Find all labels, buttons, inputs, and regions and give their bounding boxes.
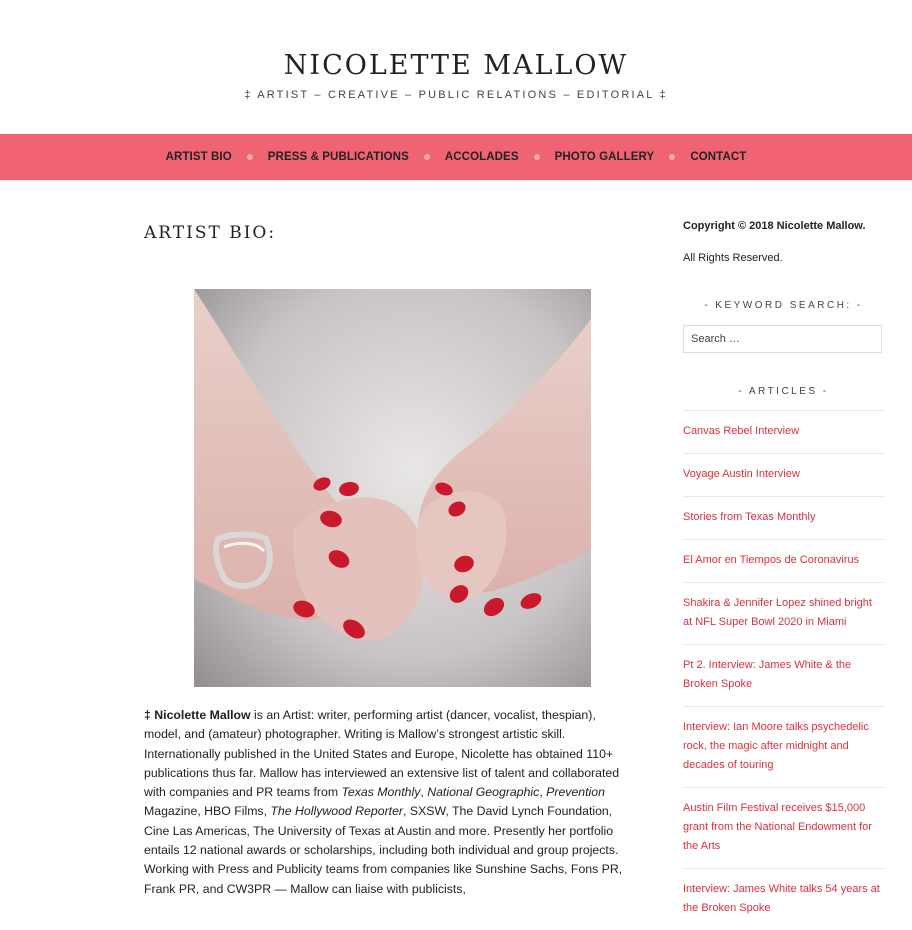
article-link[interactable]: Canvas Rebel Interview (683, 425, 800, 437)
bio-publication-texas-monthly: Texas Monthly (341, 785, 421, 800)
list-item (683, 787, 884, 868)
article-link[interactable]: El Amor en Tiempos de Coronavirus (683, 554, 860, 566)
bio-publication-national-geographic: National Geographic (427, 785, 540, 800)
bio-publication-hollywood-reporter: The Hollywood Reporter (270, 804, 404, 819)
copyright-text: Copyright © 2018 Nicolette Mallow. (683, 220, 866, 232)
main-navigation (0, 134, 912, 180)
list-item (683, 496, 884, 539)
list-item (683, 453, 884, 496)
article-link[interactable]: Interview: James White talks 54 years at the Broken Spoke (683, 883, 880, 914)
site-header (0, 0, 912, 134)
nav-item-artist-bio[interactable]: ARTIST BIO (165, 151, 232, 163)
nav-separator-dot (669, 154, 675, 160)
article-link[interactable]: Shakira & Jennifer Lopez shined bright at NFL Super Bowl 2020 in Miami (683, 597, 872, 628)
articles-title: - ARTICLES - (738, 386, 829, 397)
nav-separator-dot (247, 154, 253, 160)
nav-separator-dot (424, 154, 430, 160)
articles-list (683, 410, 884, 930)
nav-item-accolades[interactable]: ACCOLADES (444, 151, 519, 163)
site-tagline: ‡ ARTIST – CREATIVE – PUBLIC RELATIONS – EDITORIAL ‡ (244, 89, 668, 101)
bio-text-part: is an Artist: writer, performing artist (dancer, vocalist, thespian), model, and (amateur) photographer. Writing is Mallow’s strongest artistic skill. Internationally published in the United States and Europe, Nicolette has obtained 110+ publications thus far. Mallow has interviewed an extensive list of talent and collaborated with companies and PR teams from (144, 708, 620, 800)
search-input[interactable] (683, 325, 882, 353)
bio-artist-name: Nicolette Mallow (154, 708, 251, 722)
article-link[interactable]: Interview: Ian Moore talks psychedelic rock, the magic after midnight and decades of touring (683, 721, 869, 771)
article-link[interactable]: Austin Film Festival receives $15,000 grant from the National Endowment for the Arts (683, 802, 872, 852)
bio-lead-mark: ‡ (144, 708, 155, 722)
article-link[interactable]: Pt 2. Interview: James White & the Broken Spoke (683, 659, 852, 690)
site-title[interactable]: NICOLETTE MALLOW (283, 50, 629, 81)
list-item (683, 539, 884, 582)
article-link[interactable]: Voyage Austin Interview (683, 468, 800, 480)
bio-text-part: Magazine, HBO Films, (144, 804, 271, 819)
bio-publication-prevention: Prevention (546, 785, 605, 800)
list-item (683, 582, 884, 644)
nav-item-photo-gallery[interactable]: PHOTO GALLERY (554, 151, 655, 163)
artist-photo-hands-red-nails (194, 289, 591, 687)
list-item (683, 706, 884, 787)
list-item (683, 868, 884, 930)
bio-text-separator: , (420, 785, 428, 800)
nav-separator-dot (534, 154, 540, 160)
list-item (683, 644, 884, 706)
nav-item-press-publications[interactable]: PRESS & PUBLICATIONS (267, 151, 409, 163)
keyword-search-title: - KEYWORD SEARCH: - (704, 300, 863, 311)
bio-text-part: , SXSW, The David Lynch Foundation, Cine Las Americas, The University of Texas at Austin and more. Presently her portfolio entails 12 national awards or scholarships, including both individual and group projects. Working with Press and Publicity teams from companies like Sunshine Sachs, Fons PR, Frank PR, and CW3PR — Mallow can liaise with publicists, (144, 804, 623, 896)
rights-reserved-text: All Rights Reserved. (683, 252, 783, 264)
nav-item-contact[interactable]: CONTACT (690, 151, 747, 163)
article-link[interactable]: Stories from Texas Monthly (683, 511, 816, 523)
bio-text-separator: , (539, 785, 547, 800)
list-item (683, 410, 884, 453)
artist-bio-text (144, 706, 634, 899)
nav-divider (0, 180, 912, 181)
page-title: ARTIST BIO: (144, 223, 277, 243)
